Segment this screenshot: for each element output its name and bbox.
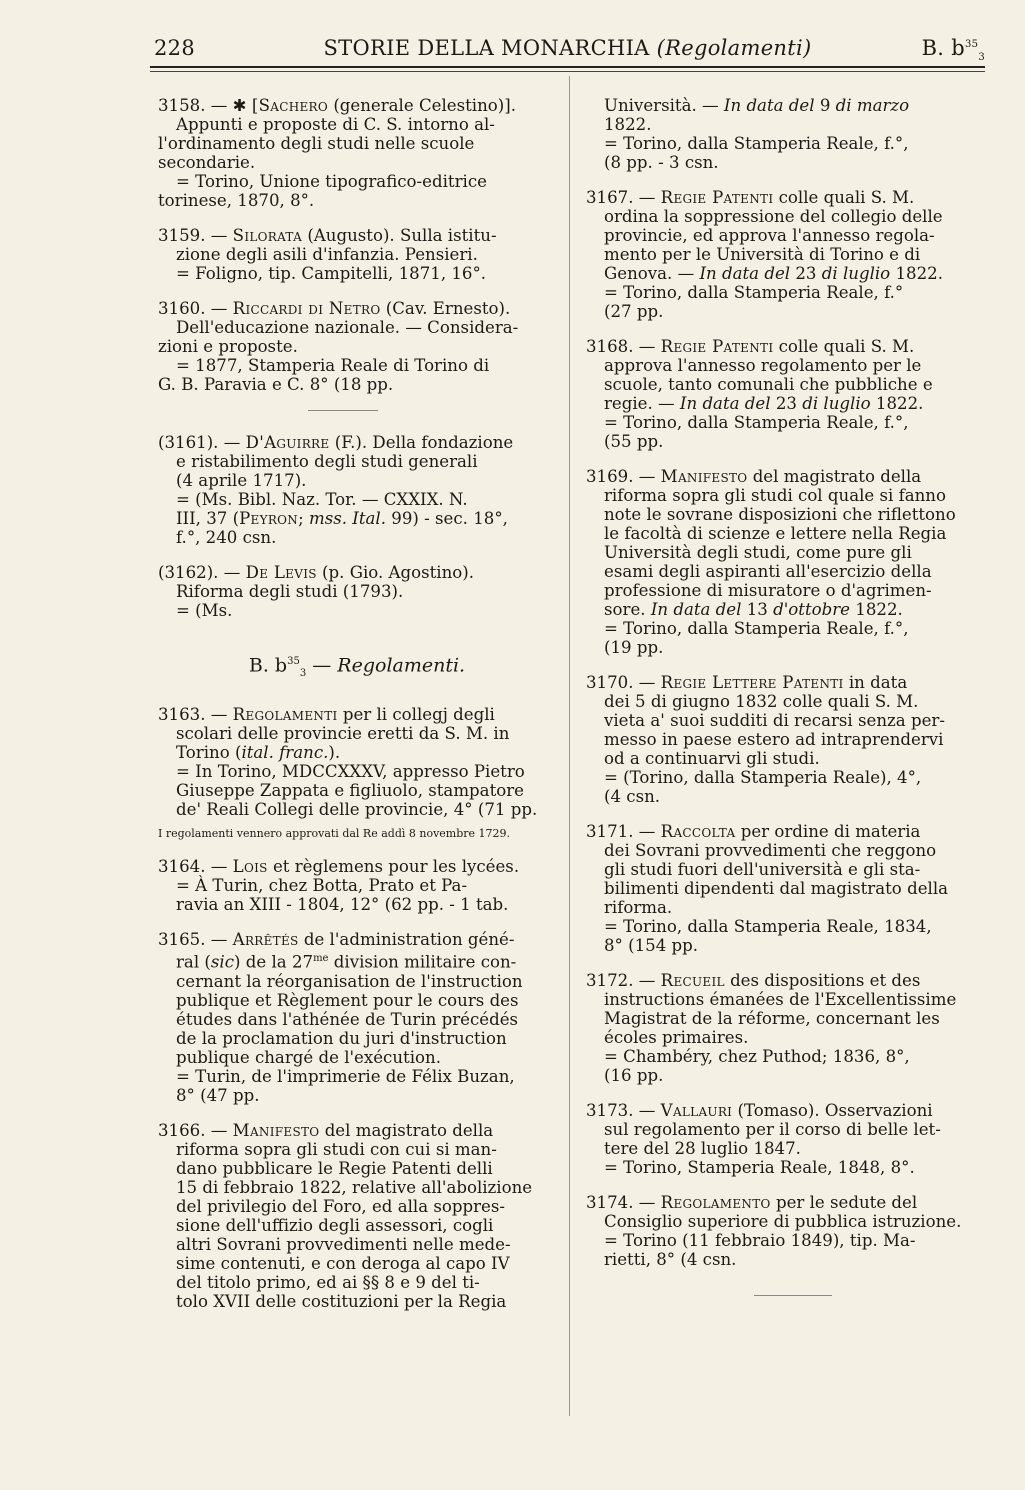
entry-imprint-author: Peyron [239, 509, 299, 528]
entry-line: riforma sopra gli studi con cui si man- [176, 1139, 497, 1159]
entry-author-detail: (F.). Della fondazione [334, 433, 514, 452]
entry-line: ordina la soppressione del collegio delle [604, 207, 943, 226]
entry-author-detail: (generale Celestino)]. [333, 96, 516, 115]
entry-imprint: (55 pp. [604, 432, 664, 451]
entry-author: Manifesto [232, 1120, 320, 1140]
entry-imprint: III, 37 ( [176, 509, 240, 528]
header-rule-thick [150, 66, 985, 68]
entry-imprint: G. B. Paravia e C. 8° (18 pp. [158, 375, 394, 394]
entry-imprint: f.°, 240 csn. [176, 528, 277, 547]
entry-author: Regolamenti [232, 705, 338, 725]
entry-author: Lois [232, 857, 268, 877]
entry-line-italic: In data del [679, 394, 771, 413]
entry-imprint: 99) - sec. 18°, [386, 509, 508, 528]
entry-3174 [586, 1193, 986, 1269]
star-mark: ✱ [232, 96, 247, 115]
entry-line: 13 [741, 600, 774, 619]
entry-imprint: (27 pp. [604, 302, 664, 321]
entry-3159 [158, 226, 556, 283]
entry-author: [Sachero [251, 96, 329, 115]
entry-imprint: = Chambéry, chez Puthod; 1836, 8°, [604, 1047, 910, 1066]
entry-line: publique et Règlement pour le cours des [176, 990, 519, 1010]
entry-author: Raccolta [660, 822, 736, 841]
entry-line: approva l'annesso regolamento per le [604, 356, 922, 375]
entry-number: 3168. — [586, 337, 656, 356]
entry-line: études dans l'athénée de Turin précédés [176, 1009, 519, 1029]
entry-3160 [158, 299, 556, 394]
entry-line-italic: di marzo [835, 96, 910, 115]
entry-3164 [158, 857, 556, 914]
section-heading-label: Regolamenti. [337, 654, 466, 677]
entry-line: ral ( [176, 952, 211, 972]
entry-line: Riforma degli studi (1793). [176, 582, 404, 601]
entry-line: tolo XVII delle costituzioni per la Regia [176, 1291, 507, 1311]
entry-line: 1822. [870, 394, 924, 413]
entry-imprint: (16 pp. [604, 1066, 664, 1085]
entry-line: zioni e proposte. [158, 337, 298, 356]
entry-imprint: = (Torino, dalla Stamperia Reale), 4°, [604, 768, 922, 787]
entry-line: professione di misuratore o d'agrimen- [604, 581, 932, 600]
entry-author: Arrêtés [232, 930, 299, 950]
page-number: 228 [154, 36, 195, 60]
entry-imprint: = Torino, dalla Stamperia Reale, 1834, [604, 917, 932, 936]
entry-line: provincie, ed approva l'annesso regola- [604, 226, 935, 245]
entry-line: l'ordinamento degli studi nelle scuole [158, 134, 475, 153]
entry-imprint: = (Ms. Bibl. Naz. Tor. — CXXIX. N. [176, 490, 468, 509]
section-heading-dash: — [312, 654, 332, 677]
entry-imprint: (8 pp. - 3 csn. [604, 153, 719, 172]
entry-imprint: torinese, 1870, 8°. [158, 191, 315, 210]
entry-3172 [586, 971, 986, 1085]
entry-line: secondarie. [158, 153, 256, 172]
entry-3171 [586, 822, 986, 955]
entry-line: (4 aprile 1717). [176, 471, 307, 490]
entry-author-detail: des dispositions et des [730, 971, 921, 990]
entry-author-detail: (p. Gio. Agostino). [322, 563, 475, 582]
section-heading-sup: 35 [287, 656, 300, 667]
entry-imprint: = Torino, dalla Stamperia Reale, f.°, [604, 134, 909, 153]
section-heading-prefix: B. b [248, 654, 288, 677]
entry-imprint: 8° (47 pp. [176, 1085, 260, 1105]
entry-line: Genova. — [604, 264, 700, 283]
entry-line: dano pubblicare le Regie Patenti delli [176, 1158, 493, 1178]
entry-author: Regie Lettere Patenti [660, 673, 844, 692]
entry-imprint: = (Ms. [176, 601, 233, 620]
entry-line: gli studi fuori dell'università e gli sta- [604, 860, 921, 879]
entry-imprint: de' Reali Collegi delle provincie, 4° (71 pp. [176, 800, 538, 820]
entry-line: del privilegio del Foro, ed alla soppres- [176, 1196, 505, 1216]
entry-author-detail: del magistrato della [324, 1120, 494, 1140]
entry-line: od a continuarvi gli studi. [604, 749, 820, 768]
entry-3173 [586, 1101, 986, 1177]
entry-line: 23 [790, 264, 822, 283]
entry-line: le facoltà di scienze e lettere nella Regia [604, 524, 947, 543]
entry-3158 [158, 96, 556, 210]
entry-author: Silorata [232, 226, 303, 245]
entry-line: 15 di febbraio 1822, relative all'abolizione [176, 1177, 533, 1197]
running-header [150, 34, 985, 64]
entry-line: scuole, tanto comunali che pubbliche e [604, 375, 933, 394]
section-signature [922, 36, 985, 63]
entry-3163-note: I regolamenti vennero approvati dal Re addì 8 novembre 1729. [158, 827, 511, 841]
entry-imprint: = Torino, dalla Stamperia Reale, f.° [604, 283, 904, 302]
entry-line: altri Sovrani provvedimenti nelle mede- [176, 1234, 511, 1254]
entry-imprint: 8° (154 pp. [604, 936, 699, 955]
separator-rule [308, 410, 378, 411]
entry-number: 3171. — [586, 822, 656, 841]
entry-author-detail: del magistrato della [752, 467, 922, 486]
entry-line: cernant la réorganisation de l'instruction [176, 971, 523, 991]
entry-number: 3167. — [586, 188, 656, 207]
entry-imprint: = Foligno, tip. Campitelli, 1871, 16°. [176, 264, 487, 283]
entry-line: ). [328, 743, 341, 763]
entry-number: 3164. — [158, 857, 228, 877]
entry-imprint: = 1877, Stamperia Reale di Torino di [176, 356, 490, 375]
entry-3161 [158, 433, 556, 547]
entry-number: (3161). — [158, 433, 241, 452]
entry-line: Torino ( [176, 743, 242, 763]
entry-line: division militaire con- [328, 952, 517, 972]
entry-line: note le sovrane disposizioni che riflettono [604, 505, 956, 524]
entry-author: Regolamento [660, 1193, 771, 1212]
entry-author-detail: (Tomaso). Osservazioni [737, 1101, 933, 1120]
running-title [150, 36, 985, 60]
signature-sup: 35 [965, 39, 979, 50]
entry-line-italic: di luglio [802, 394, 871, 413]
entry-line: mento per le Università di Torino e di [604, 245, 921, 264]
running-title-italic: (Regolamenti) [656, 36, 812, 60]
entry-author-detail: per ordine di materia [740, 822, 921, 841]
entry-line-italic: di luglio [821, 264, 891, 283]
entry-3162 [158, 563, 556, 620]
entry-number: 3169. — [586, 467, 656, 486]
entry-author-detail: et règlemens pour les lycées. [272, 857, 520, 877]
entry-imprint: = Torino, dalla Stamperia Reale, f.°, [604, 619, 909, 638]
entry-line: messo in paese estero ad intraprendervi [604, 730, 944, 749]
entry-line: dei Sovrani provvedimenti che reggono [604, 841, 937, 860]
entry-line: bilimenti dipendenti dal magistrato della [604, 879, 949, 898]
entry-line: sione dell'uffizio degli assessori, cogli [176, 1215, 494, 1235]
entry-3166 [158, 1121, 556, 1311]
entry-number: 3159. — [158, 226, 228, 245]
entry-author-detail: per le sedute del [775, 1193, 918, 1212]
entry-number: 3160. — [158, 299, 228, 318]
entry-author-detail: colle quali S. M. [778, 337, 915, 356]
entry-line-italic: In data del [699, 264, 791, 283]
entry-line: esami degli aspiranti all'esercizio della [604, 562, 932, 581]
entry-line: tere del 28 luglio 1847. [604, 1139, 801, 1158]
entry-3168 [586, 337, 986, 451]
entry-line: e ristabilimento degli studi generali [176, 452, 478, 471]
entry-line: riforma sopra gli studi col quale si fanno [604, 486, 946, 505]
entry-author: Recueil [660, 971, 725, 990]
entry-line: 1822. [604, 115, 652, 134]
entry-line: ) de la 27 [234, 952, 314, 972]
entry-imprint: (4 csn. [604, 787, 661, 806]
entry-line-italic: sic [210, 952, 235, 972]
entry-number: 3158. — [158, 96, 228, 115]
entry-line: de la proclamation du juri d'instruction [176, 1028, 507, 1048]
left-column [158, 96, 556, 1327]
entry-author: D'Aguirre [245, 433, 330, 452]
header-rule-thin [150, 71, 985, 72]
entry-line: sime contenuti, e con deroga al capo IV [176, 1253, 510, 1273]
entry-line: del titolo primo, ed ai §§ 8 e 9 del ti- [176, 1272, 480, 1292]
entry-imprint: (19 pp. [604, 638, 664, 657]
entry-line: écoles primaires. [604, 1028, 749, 1047]
entry-line: regie. — [604, 394, 680, 413]
entry-number: 3165. — [158, 930, 228, 950]
entry-imprint: = Torino, dalla Stamperia Reale, f.°, [604, 413, 909, 432]
entry-imprint: = In Torino, MDCCXXXV, appresso Pietro [176, 762, 525, 782]
entry-imprint: = À Turin, chez Botta, Prato et Pa- [176, 876, 468, 896]
entry-line-italic: ital. franc. [241, 743, 329, 763]
entry-author: De Levis [245, 563, 317, 582]
entry-line: Consiglio superiore di pubblica istruzione. [604, 1212, 962, 1231]
entry-3170 [586, 673, 986, 806]
entry-line: sul regolamento per il corso di belle let- [604, 1120, 941, 1139]
entry-line: riforma. [604, 898, 673, 917]
entry-line: publique chargé de l'exécution. [176, 1047, 441, 1067]
entry-line: Magistrat de la réforme, concernant les [604, 1009, 940, 1028]
entry-line: 9 [814, 96, 836, 115]
entry-line: vieta a' suoi sudditi di recarsi senza per- [604, 711, 945, 730]
entry-imprint-italic: mss. Ital. [308, 509, 386, 528]
entry-3169 [586, 467, 986, 657]
right-column [586, 96, 986, 1296]
entry-author-detail: per li collegj degli [342, 705, 495, 725]
entry-author: Regie Patenti [660, 188, 774, 207]
entry-author-detail: de l'administration géné- [303, 930, 515, 950]
entry-line: Università degli studi, come pure gli [604, 543, 912, 562]
column-divider [569, 76, 570, 1416]
entry-line: 1822. [850, 600, 903, 619]
entry-imprint: ; [298, 509, 309, 528]
entry-3166-continued [586, 96, 986, 172]
entry-imprint: rietti, 8° (4 csn. [604, 1250, 737, 1269]
entry-number: 3174. — [586, 1193, 656, 1212]
section-heading-sub: 3 [299, 668, 307, 680]
entry-line-italic: d'ottobre [773, 600, 850, 619]
entry-author-detail: colle quali S. M. [778, 188, 915, 207]
signature-base: B. b [921, 36, 965, 60]
entry-number: 3166. — [158, 1120, 228, 1140]
entry-line: 1822. [890, 264, 943, 283]
entry-line: sore. [604, 600, 651, 619]
entry-author: Manifesto [660, 467, 748, 486]
entry-3163 [158, 705, 556, 819]
entry-author-detail: in data [848, 673, 908, 692]
entry-number: 3170. — [586, 673, 656, 692]
entry-author-detail: (Cav. Ernesto). [385, 299, 511, 318]
entry-imprint: ravia an XIII - 1804, 12° (62 pp. - 1 tab. [176, 895, 509, 915]
entry-imprint: = Torino, Stamperia Reale, 1848, 8°. [604, 1158, 915, 1177]
entry-3165 [158, 930, 556, 1105]
entry-line: scolari delle provincie eretti da S. M. in [176, 724, 510, 744]
entry-line: zione degli asili d'infanzia. Pensieri. [176, 245, 478, 264]
end-rule [754, 1295, 832, 1296]
entry-number: 3163. — [158, 705, 228, 725]
entry-line: 23 [770, 394, 803, 413]
entry-imprint: = Turin, de l'imprimerie de Félix Buzan, [176, 1066, 515, 1086]
entry-author: Regie Patenti [660, 337, 774, 356]
entry-number: (3162). — [158, 563, 241, 582]
entry-number: 3173. — [586, 1101, 656, 1120]
entry-line-sup: me [313, 953, 329, 965]
entry-line: dei 5 di giugno 1832 colle quali S. M. [604, 692, 919, 711]
entry-author: Vallauri [660, 1101, 733, 1120]
entry-number: 3172. — [586, 971, 656, 990]
entry-line: Dell'educazione nazionale. — Considera- [176, 318, 519, 337]
entry-line-italic: In data del [650, 600, 742, 619]
signature-sub: 3 [978, 52, 985, 64]
entry-line: Università. — [604, 96, 724, 115]
running-title-main: STORIE DELLA MONARCHIA [323, 36, 650, 60]
entry-author-detail: (Augusto). Sulla istitu- [307, 226, 497, 245]
entry-line-italic: In data del [723, 96, 815, 115]
entry-imprint: Giuseppe Zappata e figliuolo, stampatore [176, 781, 524, 801]
entry-author: Riccardi di Netro [232, 299, 381, 318]
entry-imprint: = Torino, Unione tipografico-editrice [176, 172, 487, 191]
entry-line: instructions émanées de l'Excellentissime [604, 990, 957, 1009]
entry-3167 [586, 188, 986, 321]
entry-line: Appunti e proposte di C. S. intorno al- [176, 115, 495, 134]
section-heading [158, 652, 556, 683]
entry-imprint: = Torino (11 febbraio 1849), tip. Ma- [604, 1231, 916, 1250]
